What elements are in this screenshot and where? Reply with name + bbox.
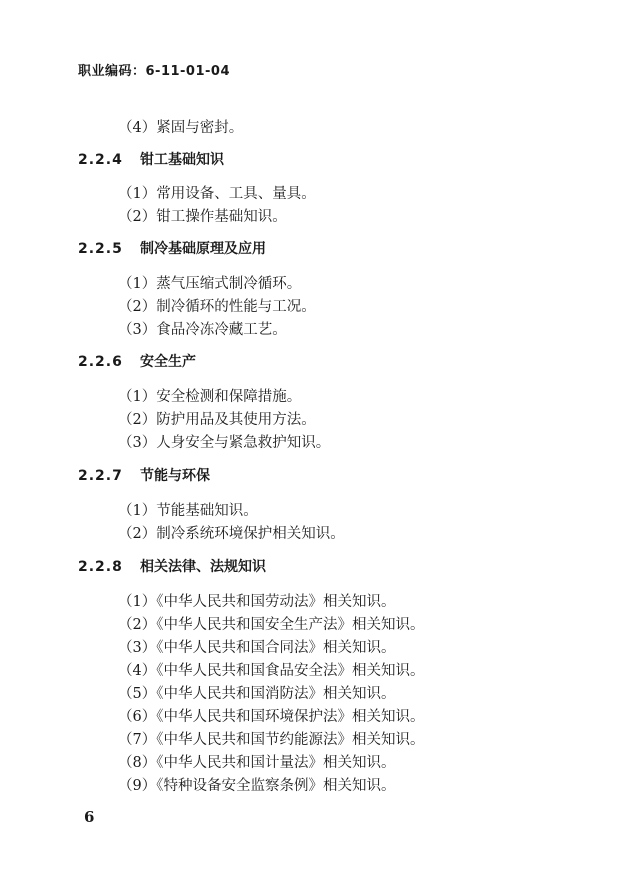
section-heading-2-2-8 <box>78 556 266 576</box>
section-number: 2.2.7 <box>78 468 123 484</box>
occupation-code: 职业编码：6-11-01-04 <box>78 64 231 79</box>
section-number: 2.2.5 <box>78 241 123 257</box>
list-item: （1）蒸气压缩式制冷循环。 <box>118 276 302 292</box>
section-number: 2.2.6 <box>78 354 123 370</box>
law-item: （3）《中华人民共和国合同法》相关知识。 <box>118 640 396 656</box>
list-item: （3）食品冷冻冷藏工艺。 <box>118 322 287 338</box>
page-number: 6 <box>84 808 95 826</box>
section-title: 制冷基础原理及应用 <box>140 241 266 257</box>
section-heading-2-2-4 <box>78 149 224 169</box>
section-title: 节能与环保 <box>140 468 210 484</box>
list-item: （2）制冷循环的性能与工况。 <box>118 299 316 315</box>
section-number: 2.2.4 <box>78 152 123 168</box>
section-heading-2-2-7 <box>78 465 210 485</box>
law-item: （7）《中华人民共和国节约能源法》相关知识。 <box>118 732 425 748</box>
list-item: （3）人身安全与紧急救护知识。 <box>118 435 331 451</box>
section-heading-2-2-6 <box>78 351 196 371</box>
list-item: （2）防护用品及其使用方法。 <box>118 412 316 428</box>
list-item: （2）钳工操作基础知识。 <box>118 209 287 225</box>
list-item: （1）节能基础知识。 <box>118 503 258 519</box>
section-title: 安全生产 <box>140 354 196 370</box>
list-item: （1）安全检测和保障措施。 <box>118 389 302 405</box>
section-title: 相关法律、法规知识 <box>140 559 266 575</box>
law-item: （1）《中华人民共和国劳动法》相关知识。 <box>118 594 396 610</box>
section-title: 钳工基础知识 <box>140 152 224 168</box>
law-item: （8）《中华人民共和国计量法》相关知识。 <box>118 755 396 771</box>
law-item: （2）《中华人民共和国安全生产法》相关知识。 <box>118 617 425 633</box>
law-item: （6）《中华人民共和国环境保护法》相关知识。 <box>118 709 425 725</box>
list-item: （4）紧固与密封。 <box>118 120 244 136</box>
section-number: 2.2.8 <box>78 559 123 575</box>
list-item: （2）制冷系统环境保护相关知识。 <box>118 526 345 542</box>
list-item: （1）常用设备、工具、量具。 <box>118 186 316 202</box>
section-heading-2-2-5 <box>78 238 266 258</box>
law-item: （9）《特种设备安全监察条例》相关知识。 <box>118 778 396 794</box>
law-item: （5）《中华人民共和国消防法》相关知识。 <box>118 686 396 702</box>
law-item: （4）《中华人民共和国食品安全法》相关知识。 <box>118 663 425 679</box>
